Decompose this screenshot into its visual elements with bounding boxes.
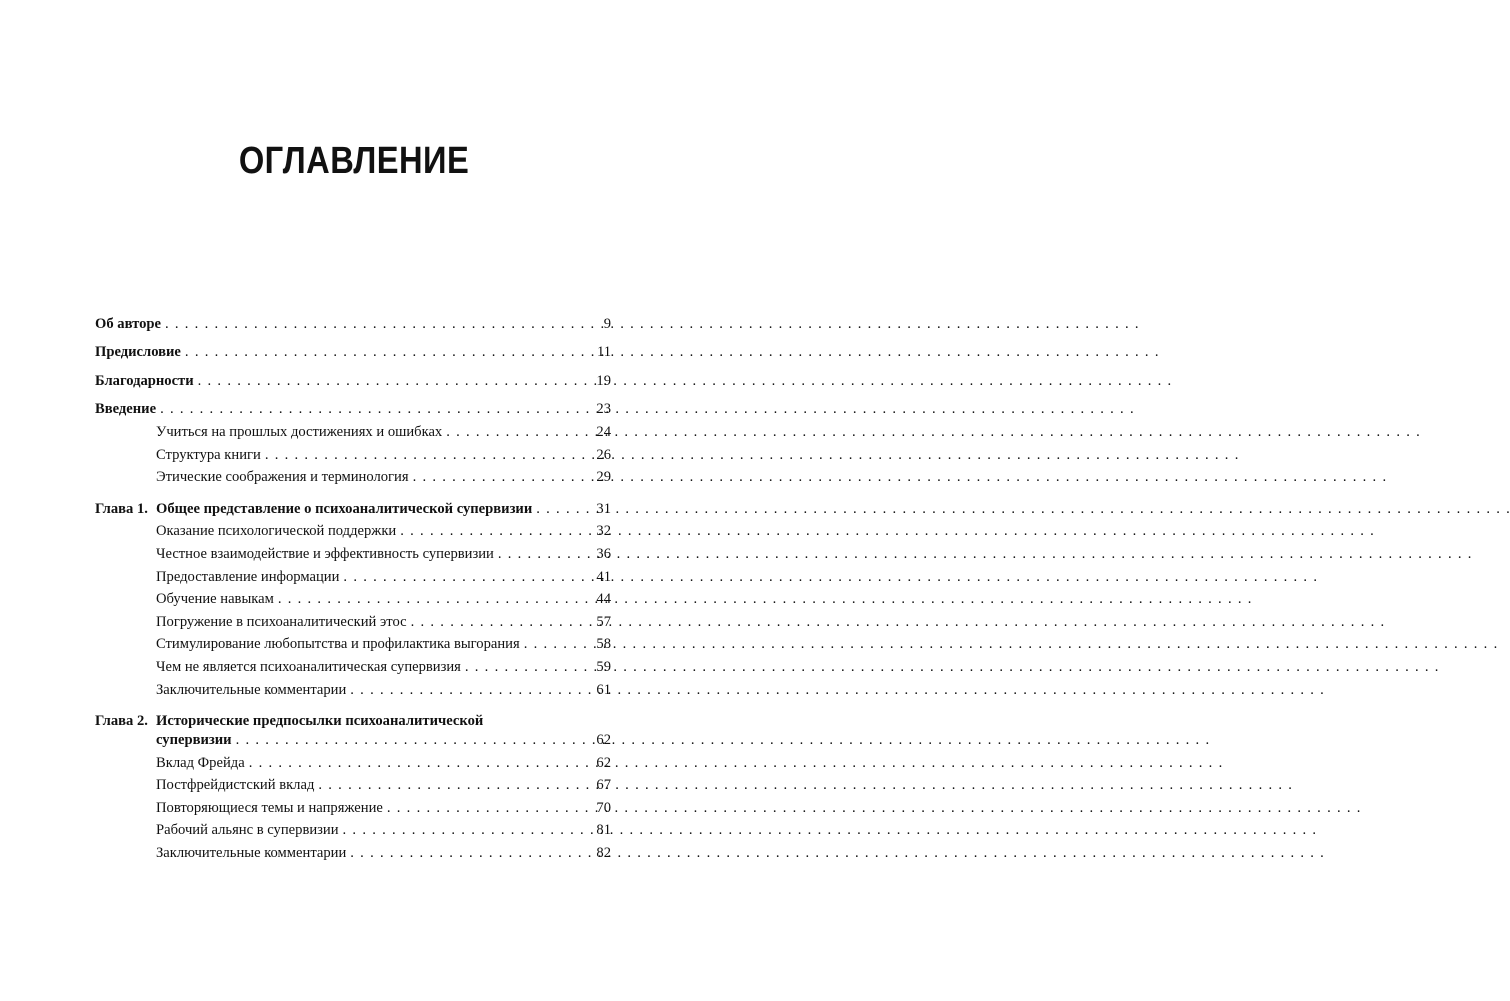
toc-subentry[interactable] [95,653,611,676]
toc-entry-title: Учиться на прошлых достижениях и ошибках [156,423,443,440]
toc-entry-page: 44 [596,591,611,608]
toc-entry-page: 26 [596,446,611,463]
toc-subentry[interactable] [95,817,611,840]
dot-leader [442,423,581,441]
dot-leader [314,776,581,794]
toc-entry-title: Повторяющиеся темы и напряжение [156,799,383,816]
dot-leader [339,568,581,586]
toc-subentry[interactable] [95,839,611,862]
toc-entry-title: Честное взаимодействие и эффективность супервизии [156,545,494,562]
toc-entry-introduction[interactable] [95,396,611,419]
dot-leader [346,681,581,699]
dot-leader [261,446,581,464]
toc-subentry[interactable] [95,540,611,563]
toc-entry-title: Рабочий альянс в супервизии [156,822,339,839]
toc-entry-page: 70 [596,799,611,816]
dot-leader [409,468,581,486]
toc-entry-title: Предисловие [95,344,181,361]
dot-leader [520,635,581,653]
page-title: ОГЛАВЛЕНИЕ [238,140,470,182]
toc-subentry[interactable] [95,441,611,464]
toc-entry-page: 57 [596,613,611,630]
toc-entry-title: Этические соображения и терминология [156,469,409,486]
toc-subentry[interactable] [95,563,611,586]
toc-entry-title: Стимулирование любопытства и профилактика выгорания [156,636,520,653]
toc-subentry[interactable] [95,464,611,487]
chapter-title: Общее представление о психоаналитической супервизии [156,500,533,517]
chapter-title-line-1: Исторические предпосылки психоаналитической [156,713,484,730]
toc-subentry[interactable] [95,749,611,772]
toc-entry-page: 67 [596,777,611,794]
toc-subentry[interactable] [95,418,611,441]
dot-leader [156,400,581,418]
toc-entry-page: 82 [596,845,611,862]
toc-entry-page: 58 [596,636,611,653]
chapter-number: Глава 2. [95,713,148,730]
chapter-number: Глава 1. [95,500,148,517]
toc-entry-title: Заключительные комментарии [156,681,347,698]
toc-entry-title: Благодарности [95,372,194,389]
toc-entry-title: Вклад Фрейда [156,754,245,771]
toc-chapter-1[interactable] [95,495,611,518]
toc-entry-title: Структура книги [156,446,261,463]
toc-entry-page: 61 [596,681,611,698]
toc-entry-page: 36 [596,545,611,562]
toc-subentry[interactable] [95,794,611,817]
toc-entry-page: 81 [596,822,611,839]
toc-entry-page: 29 [596,469,611,486]
toc-entry-title: Постфрейдистский вклад [156,777,315,794]
toc-entry-title: Введение [95,401,157,418]
toc-entry-title: Об авторе [95,315,161,332]
dot-leader [494,545,581,563]
dot-leader [181,343,581,361]
chapter-title-line-2: супервизии [156,732,232,749]
toc-subentry[interactable] [95,586,611,609]
table-of-contents [95,310,611,862]
toc-entry-page: 62 [596,732,611,749]
toc-entry-page: 32 [596,523,611,540]
toc-entry-page: 41 [596,568,611,585]
dot-leader [383,799,581,817]
toc-chapter-2-continued[interactable] [95,730,611,749]
toc-entry-page: 24 [596,423,611,440]
toc-subentry[interactable] [95,676,611,699]
dot-leader [274,590,581,608]
toc-entry-title: Чем не является психоаналитическая супервизия [156,658,461,675]
toc-entry-title: Заключительные комментарии [156,845,347,862]
dot-leader [532,500,581,518]
toc-entry-page: 23 [596,401,611,418]
toc-chapter-2[interactable] [95,708,611,731]
toc-subentry[interactable] [95,772,611,795]
toc-entry-page: 31 [596,500,611,517]
toc-subentry[interactable] [95,518,611,541]
toc-entry-title: Оказание психологической поддержки [156,523,397,540]
dot-leader [194,372,581,390]
dot-leader [396,522,581,540]
dot-leader [339,821,581,839]
dot-leader [232,731,581,749]
toc-entry-page: 11 [596,344,611,361]
toc-entry-title: Предоставление информации [156,568,340,585]
dot-leader [346,844,581,862]
dot-leader [161,315,581,333]
toc-entry-about-author[interactable] [95,310,611,333]
toc-entry-acknowledgements[interactable] [95,367,611,390]
toc-entry-preface[interactable] [95,339,611,362]
toc-entry-title: Обучение навыкам [156,591,274,608]
toc-entry-page: 19 [596,372,611,389]
dot-leader [245,754,581,772]
toc-entry-page: 59 [596,658,611,675]
toc-subentry[interactable] [95,608,611,631]
dot-leader [461,658,581,676]
toc-subentry[interactable] [95,631,611,654]
toc-entry-page: 62 [596,754,611,771]
toc-entry-title: Погружение в психоаналитический этос [156,613,407,630]
dot-leader [407,613,581,631]
toc-entry-page: 9 [603,315,611,332]
